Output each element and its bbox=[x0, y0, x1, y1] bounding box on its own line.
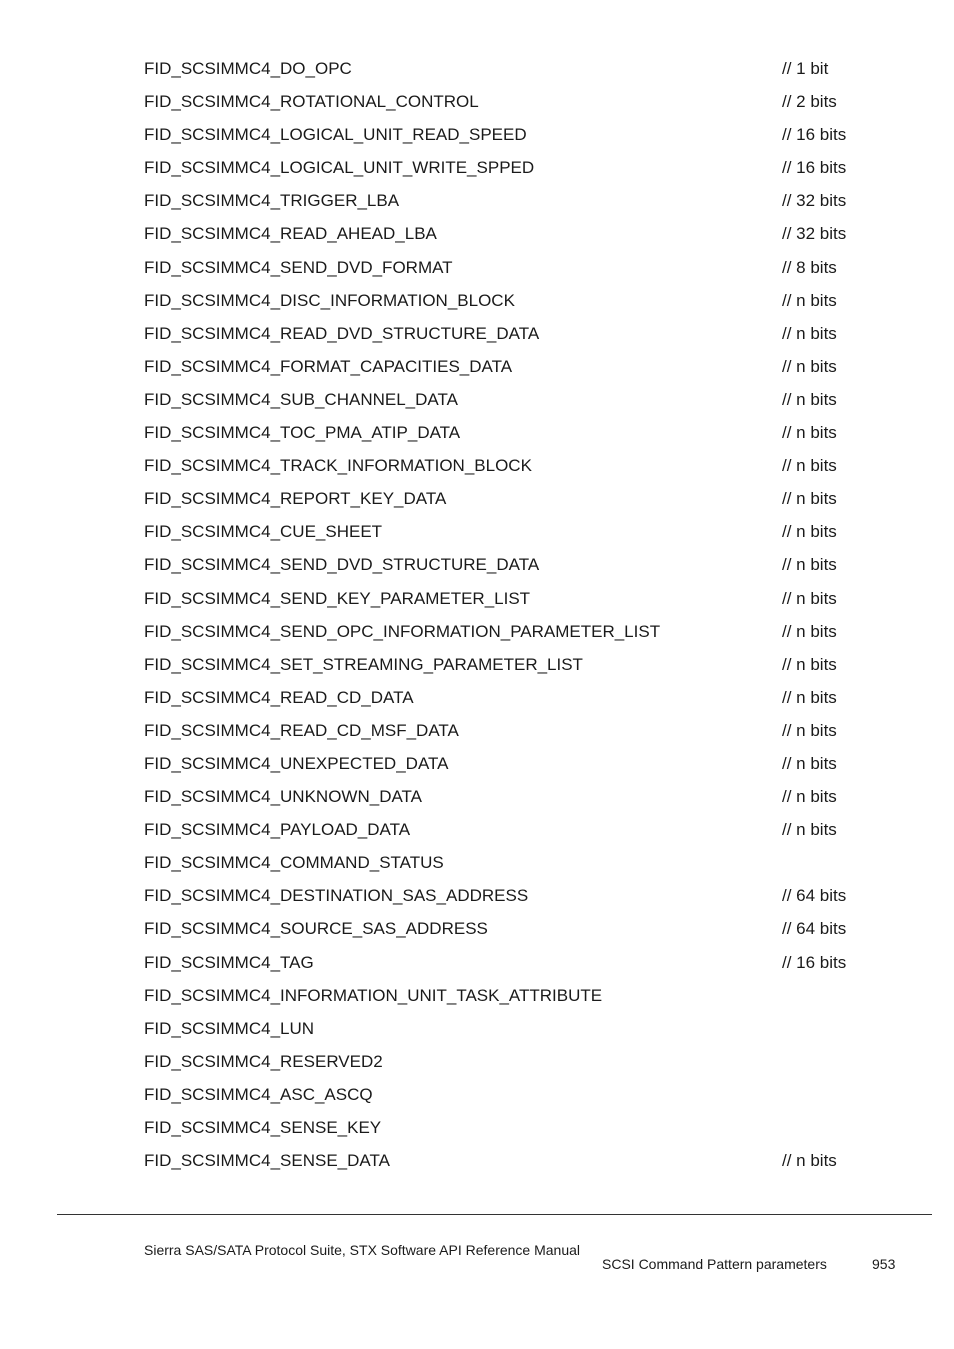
parameter-name: FID_SCSIMMC4_READ_CD_MSF_DATA bbox=[144, 720, 459, 740]
parameter-row bbox=[144, 750, 864, 783]
parameter-bit-comment: // 16 bits bbox=[782, 158, 847, 178]
parameter-bit-comment: // n bits bbox=[782, 621, 837, 641]
parameter-bit-comment: // n bits bbox=[782, 720, 837, 740]
parameter-row bbox=[144, 1048, 864, 1081]
parameter-row bbox=[144, 220, 864, 253]
parameter-bit-comment: // 32 bits bbox=[782, 224, 847, 244]
parameter-bit-comment: // n bits bbox=[782, 654, 837, 674]
parameter-name: FID_SCSIMMC4_ROTATIONAL_CONTROL bbox=[144, 92, 479, 112]
parameter-row bbox=[144, 783, 864, 816]
parameter-row bbox=[144, 518, 864, 551]
parameter-row bbox=[144, 717, 864, 750]
parameter-name: FID_SCSIMMC4_SUB_CHANNEL_DATA bbox=[144, 389, 458, 409]
parameter-name: FID_SCSIMMC4_INFORMATION_UNIT_TASK_ATTRIBUTE bbox=[144, 985, 603, 1005]
parameter-bit-comment: // n bits bbox=[782, 588, 837, 608]
parameter-bit-comment: // n bits bbox=[782, 423, 837, 443]
parameter-row bbox=[144, 419, 864, 452]
parameter-name: FID_SCSIMMC4_READ_DVD_STRUCTURE_DATA bbox=[144, 323, 540, 343]
parameter-name: FID_SCSIMMC4_READ_CD_DATA bbox=[144, 687, 414, 707]
parameter-name: FID_SCSIMMC4_SEND_DVD_FORMAT bbox=[144, 257, 453, 277]
parameter-row bbox=[144, 452, 864, 485]
parameter-row bbox=[144, 254, 864, 287]
parameter-bit-comment: // n bits bbox=[782, 456, 837, 476]
parameter-row bbox=[144, 551, 864, 584]
parameter-bit-comment: // n bits bbox=[782, 290, 837, 310]
parameter-row bbox=[144, 353, 864, 386]
parameter-name: FID_SCSIMMC4_CUE_SHEET bbox=[144, 522, 383, 542]
parameter-bit-comment: // n bits bbox=[782, 356, 837, 376]
parameter-name: FID_SCSIMMC4_COMMAND_STATUS bbox=[144, 853, 444, 873]
parameter-name: FID_SCSIMMC4_TRACK_INFORMATION_BLOCK bbox=[144, 456, 532, 476]
parameter-bit-comment: // n bits bbox=[782, 753, 837, 773]
parameter-name: FID_SCSIMMC4_UNKNOWN_DATA bbox=[144, 787, 423, 807]
footer-section-title: SCSI Command Pattern parameters bbox=[602, 1256, 827, 1272]
parameter-row bbox=[144, 816, 864, 849]
parameter-row bbox=[144, 154, 864, 187]
parameter-row bbox=[144, 1147, 864, 1180]
parameter-name: FID_SCSIMMC4_TAG bbox=[144, 952, 314, 972]
parameter-row bbox=[144, 121, 864, 154]
parameter-row bbox=[144, 849, 864, 882]
parameter-name: FID_SCSIMMC4_DESTINATION_SAS_ADDRESS bbox=[144, 886, 529, 906]
parameter-bit-comment: // n bits bbox=[782, 389, 837, 409]
parameter-bit-comment: // n bits bbox=[782, 1151, 837, 1171]
parameter-name: FID_SCSIMMC4_FORMAT_CAPACITIES_DATA bbox=[144, 356, 513, 376]
parameter-bit-comment: // 64 bits bbox=[782, 919, 847, 939]
parameter-row bbox=[144, 485, 864, 518]
parameter-name: FID_SCSIMMC4_SET_STREAMING_PARAMETER_LIST bbox=[144, 654, 583, 674]
parameter-name: FID_SCSIMMC4_SOURCE_SAS_ADDRESS bbox=[144, 919, 488, 939]
parameter-name: FID_SCSIMMC4_READ_AHEAD_LBA bbox=[144, 224, 437, 244]
parameter-row bbox=[144, 915, 864, 948]
parameter-name: FID_SCSIMMC4_TRIGGER_LBA bbox=[144, 191, 400, 211]
parameter-row bbox=[144, 187, 864, 220]
parameter-name: FID_SCSIMMC4_SEND_OPC_INFORMATION_PARAMETER_LIST bbox=[144, 621, 661, 641]
parameter-name: FID_SCSIMMC4_TOC_PMA_ATIP_DATA bbox=[144, 423, 461, 443]
parameter-row bbox=[144, 949, 864, 982]
parameter-bit-comment: // 8 bits bbox=[782, 257, 837, 277]
footer-divider bbox=[57, 1214, 932, 1215]
parameter-bit-comment: // 64 bits bbox=[782, 886, 847, 906]
parameter-bit-comment: // 1 bit bbox=[782, 59, 829, 78]
parameter-name: FID_SCSIMMC4_ASC_ASCQ bbox=[144, 1084, 373, 1104]
parameter-bit-comment: // 32 bits bbox=[782, 191, 847, 211]
parameter-name: FID_SCSIMMC4_REPORT_KEY_DATA bbox=[144, 489, 447, 509]
parameter-row bbox=[144, 1114, 864, 1147]
parameter-name: FID_SCSIMMC4_UNEXPECTED_DATA bbox=[144, 753, 449, 773]
parameter-row bbox=[144, 651, 864, 684]
parameter-name: FID_SCSIMMC4_SENSE_DATA bbox=[144, 1151, 390, 1171]
parameter-row bbox=[144, 1015, 864, 1048]
parameter-bit-comment: // n bits bbox=[782, 787, 837, 807]
parameter-row bbox=[144, 320, 864, 353]
parameter-name: FID_SCSIMMC4_LOGICAL_UNIT_READ_SPEED bbox=[144, 125, 527, 145]
parameter-row bbox=[144, 287, 864, 320]
parameter-row bbox=[144, 1081, 864, 1114]
parameter-bit-comment: // n bits bbox=[782, 555, 837, 575]
parameter-name: FID_SCSIMMC4_DO_OPC bbox=[144, 59, 352, 78]
parameter-name: FID_SCSIMMC4_SEND_KEY_PARAMETER_LIST bbox=[144, 588, 531, 608]
parameter-row bbox=[144, 684, 864, 717]
parameter-name: FID_SCSIMMC4_RESERVED2 bbox=[144, 1051, 383, 1071]
parameter-name: FID_SCSIMMC4_LUN bbox=[144, 1018, 315, 1038]
parameter-row bbox=[144, 88, 864, 121]
parameter-bit-comment: // n bits bbox=[782, 489, 837, 509]
parameter-bit-comment: // 16 bits bbox=[782, 125, 847, 145]
parameter-bit-comment: // n bits bbox=[782, 687, 837, 707]
parameter-row bbox=[144, 386, 864, 419]
parameter-bit-comment: // 2 bits bbox=[782, 92, 837, 112]
parameter-row bbox=[144, 55, 864, 88]
parameter-row bbox=[144, 882, 864, 915]
parameter-row bbox=[144, 585, 864, 618]
parameter-list bbox=[144, 55, 864, 1180]
footer-manual-title: Sierra SAS/SATA Protocol Suite, STX Software API Reference Manual bbox=[144, 1242, 581, 1258]
parameter-name: FID_SCSIMMC4_SENSE_KEY bbox=[144, 1118, 382, 1137]
parameter-name: FID_SCSIMMC4_LOGICAL_UNIT_WRITE_SPPED bbox=[144, 158, 535, 178]
parameter-bit-comment: // n bits bbox=[782, 820, 837, 840]
parameter-bit-comment: // 16 bits bbox=[782, 952, 847, 972]
parameter-name: FID_SCSIMMC4_SEND_DVD_STRUCTURE_DATA bbox=[144, 555, 540, 575]
parameter-row bbox=[144, 618, 864, 651]
parameter-name: FID_SCSIMMC4_DISC_INFORMATION_BLOCK bbox=[144, 290, 515, 310]
footer-page-number: 953 bbox=[872, 1256, 896, 1272]
parameter-bit-comment: // n bits bbox=[782, 522, 837, 542]
parameter-row bbox=[144, 982, 864, 1015]
parameter-name: FID_SCSIMMC4_PAYLOAD_DATA bbox=[144, 820, 411, 840]
parameter-bit-comment: // n bits bbox=[782, 323, 837, 343]
